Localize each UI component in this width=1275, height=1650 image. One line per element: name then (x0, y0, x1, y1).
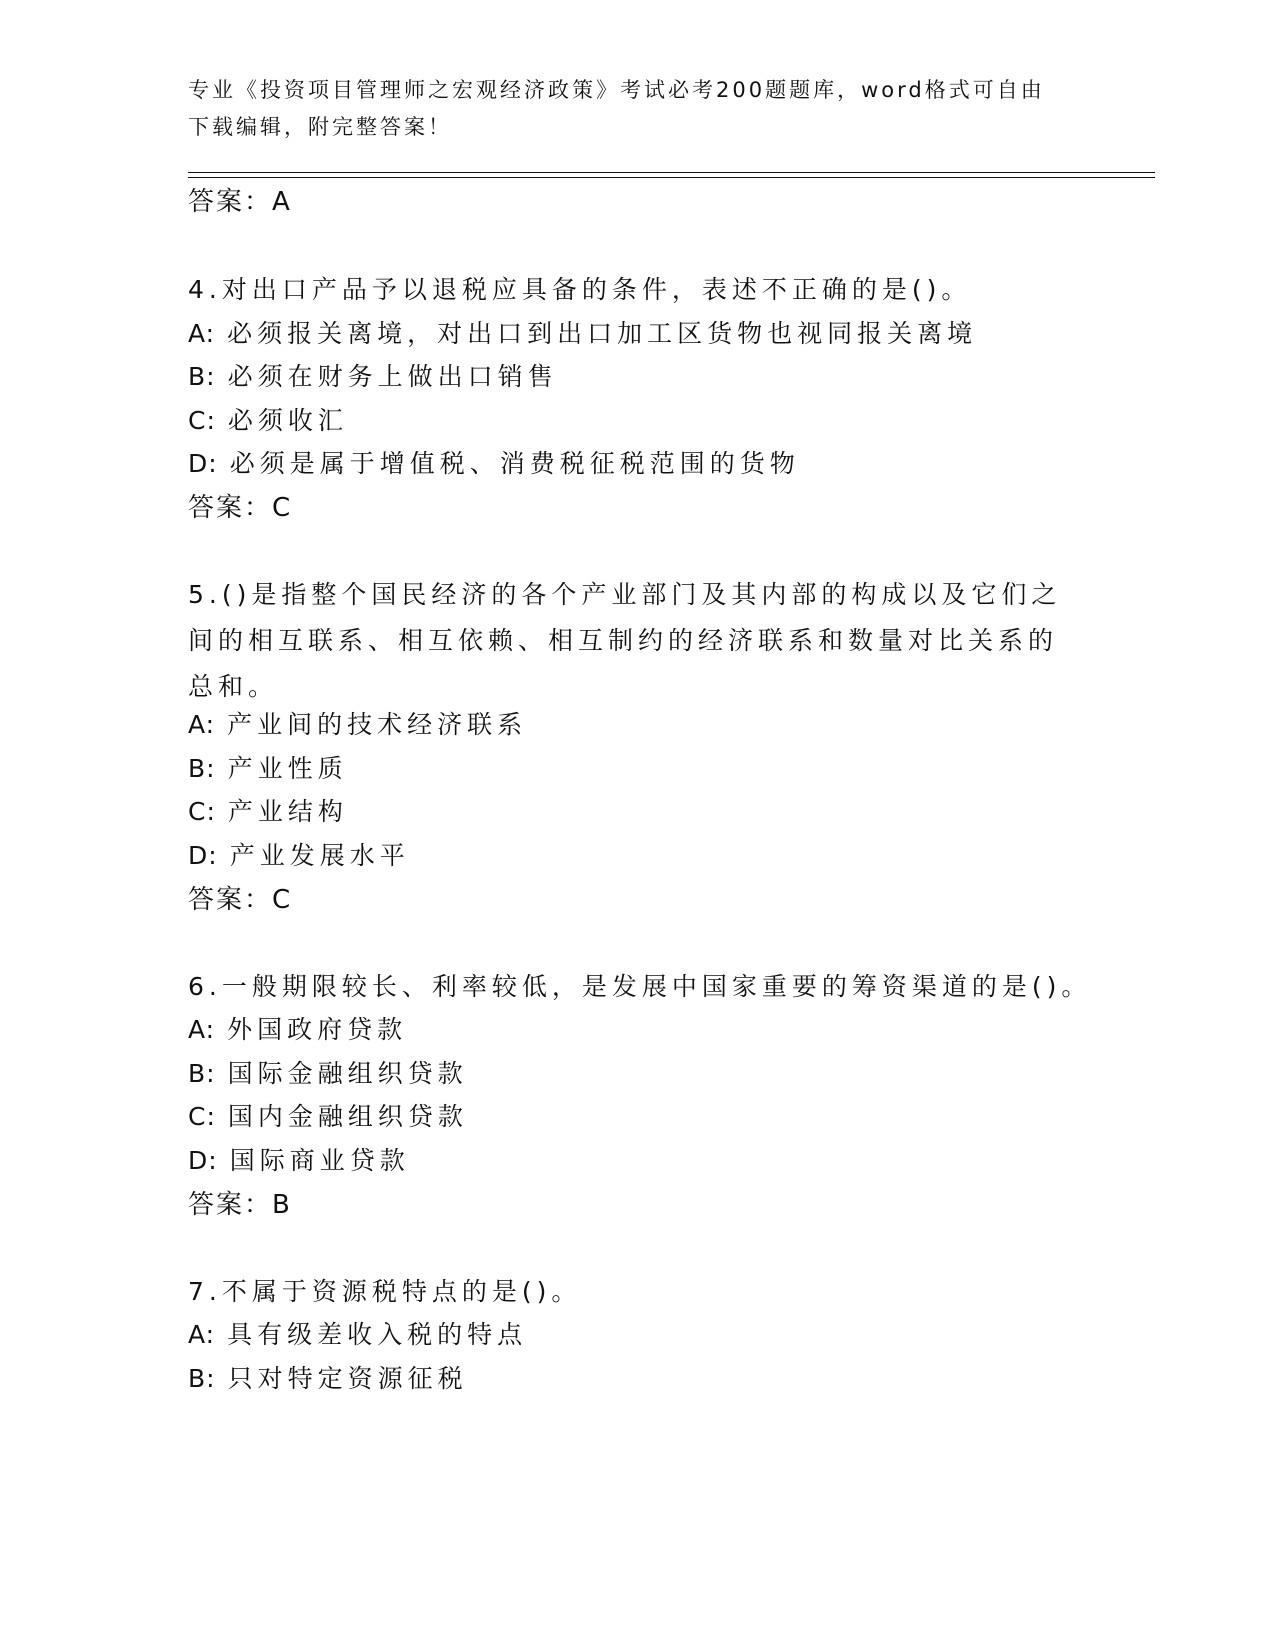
option-prefix: B: (188, 362, 216, 391)
answer-q3: 答案：A (188, 187, 292, 217)
option-6-d (188, 1144, 410, 1178)
option-prefix: D: (188, 841, 218, 870)
answer-q5: 答案：C (188, 885, 293, 915)
header-rule-bottom (188, 177, 1155, 178)
option-5-b (188, 752, 348, 786)
option-text: 只对特定资源征税 (227, 1364, 468, 1393)
option-6-c (188, 1100, 468, 1134)
option-prefix: A: (188, 1320, 216, 1349)
option-prefix: C: (188, 797, 216, 826)
option-prefix: C: (188, 1102, 216, 1131)
option-text: 必须是属于增值税、消费税征税范围的货物 (229, 449, 800, 478)
option-prefix: B: (188, 1364, 216, 1393)
option-5-a (188, 708, 527, 742)
option-4-c (188, 404, 348, 438)
option-4-a (188, 317, 977, 351)
option-text: 外国政府贷款 (227, 1015, 408, 1044)
option-text: 国内金融组织贷款 (227, 1102, 468, 1131)
option-5-d (188, 839, 410, 873)
option-text: 产业间的技术经济联系 (227, 710, 528, 739)
option-text: 必须报关离境，对出口到出口加工区货物也视同报关离境 (227, 319, 978, 348)
answer-q4: 答案：C (188, 493, 293, 523)
option-prefix: B: (188, 1059, 216, 1088)
question-stem-7: 7.不属于资源税特点的是()。 (188, 1277, 582, 1306)
option-text: 必须在财务上做出口销售 (227, 362, 558, 391)
option-prefix: B: (188, 754, 216, 783)
option-7-b (188, 1362, 468, 1396)
option-text: 产业性质 (227, 754, 348, 783)
option-text: 产业结构 (227, 797, 348, 826)
option-7-a (188, 1318, 527, 1352)
option-prefix: D: (188, 449, 218, 478)
header-rule-top (188, 172, 1155, 173)
option-text: 国际商业贷款 (229, 1146, 410, 1175)
option-prefix: D: (188, 1146, 218, 1175)
option-6-a (188, 1013, 407, 1047)
option-4-b (188, 360, 558, 394)
option-6-b (188, 1057, 468, 1091)
option-text: 产业发展水平 (229, 841, 410, 870)
option-text: 国际金融组织贷款 (227, 1059, 468, 1088)
option-4-d (188, 447, 800, 481)
option-text: 具有级差收入税的特点 (227, 1320, 528, 1349)
document-header: 专业《投资项目管理师之宏观经济政策》考试必考200题题库，word格式可自由下载编辑，附完整答案！ (188, 78, 1045, 139)
question-stem-5: 5.()是指整个国民经济的各个产业部门及其内部的构成以及它们之间的相互联系、相互依赖、相互制约的经济联系和数量对比关系的总和。 (188, 580, 1062, 701)
option-prefix: A: (188, 1015, 216, 1044)
question-stem-4: 4.对出口产品予以退税应具备的条件，表述不正确的是()。 (188, 275, 972, 304)
option-prefix: A: (188, 710, 216, 739)
option-5-c (188, 795, 348, 829)
option-prefix: C: (188, 406, 216, 435)
answer-q6: 答案：B (188, 1190, 292, 1220)
option-prefix: A: (188, 319, 216, 348)
option-text: 必须收汇 (227, 406, 348, 435)
question-stem-6: 6.一般期限较长、利率较低，是发展中国家重要的筹资渠道的是()。 (188, 972, 1092, 1001)
